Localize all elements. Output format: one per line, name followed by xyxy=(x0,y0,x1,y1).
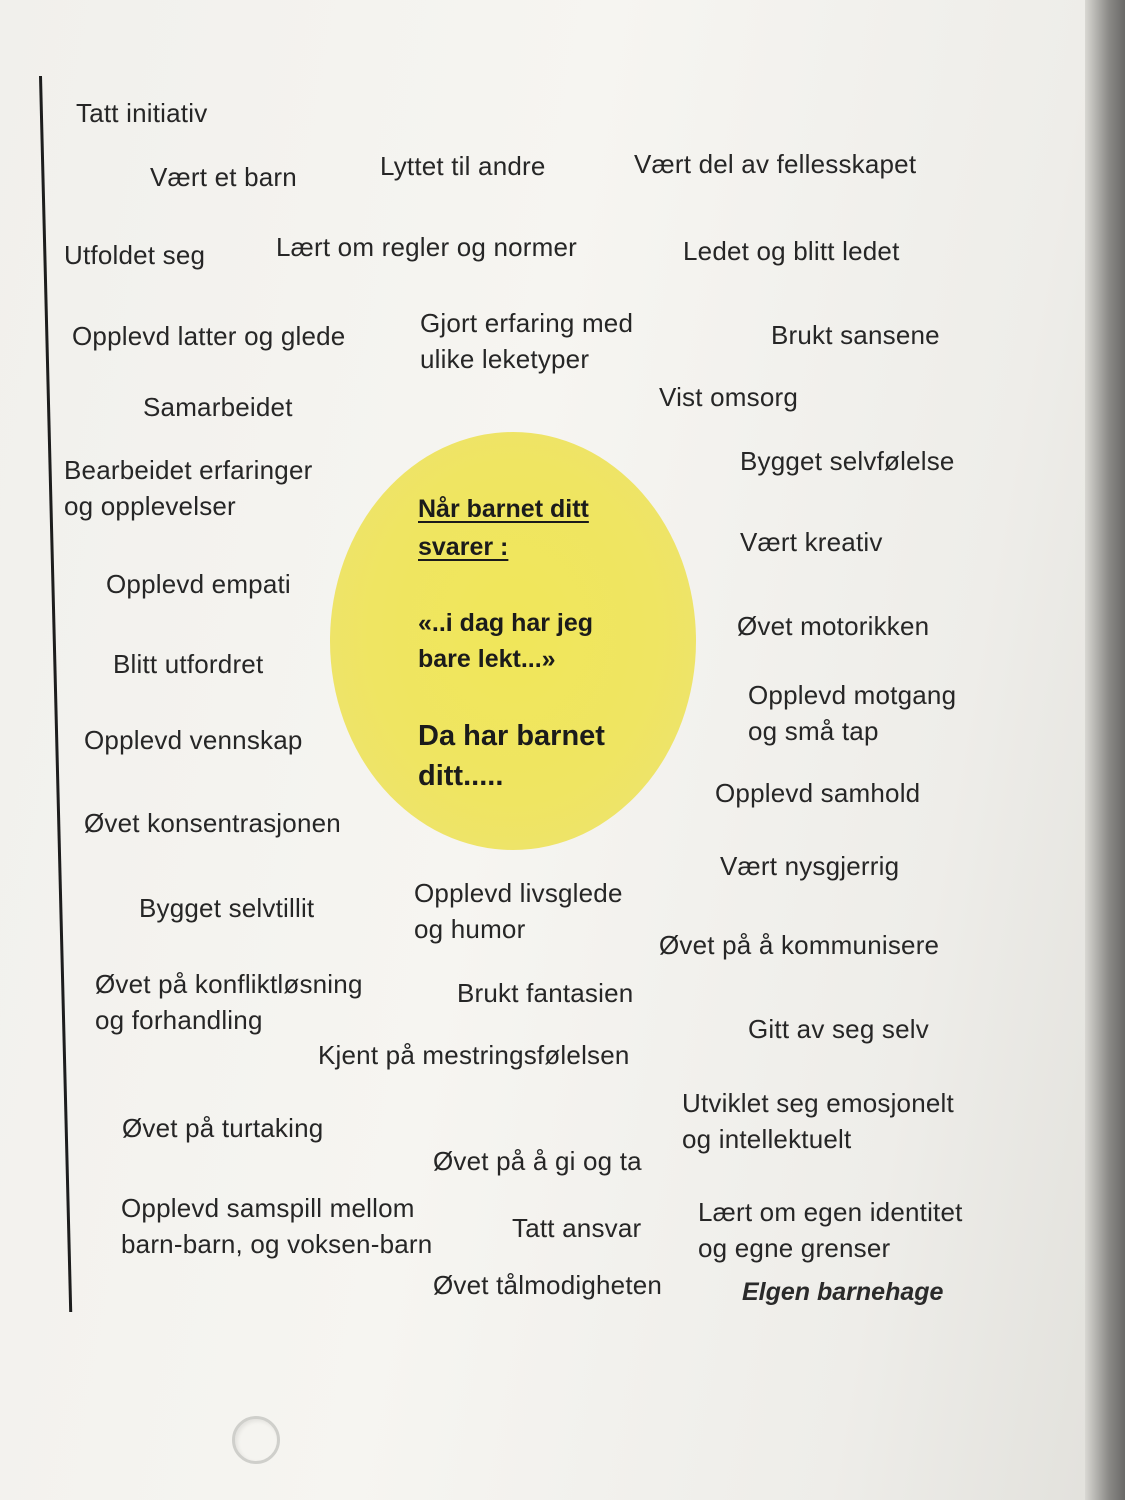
center-quote: «..i dag har jeg bare lekt...» xyxy=(418,609,594,673)
phrase-samarbeidet: Samarbeidet xyxy=(143,392,293,422)
phrase-utviklet-seg: Utviklet seg emosjonelt og intellektuelt xyxy=(682,1088,954,1154)
phrase-opplevd-samhold: Opplevd samhold xyxy=(715,778,921,808)
phrase-opplevd-livsglede: Opplevd livsglede og humor xyxy=(414,878,623,944)
phrase-vart-kreativ: Vært kreativ xyxy=(740,527,883,557)
phrase-kjent-pa-mestringsfolelsen: Kjent på mestringsfølelsen xyxy=(318,1040,630,1070)
center-answer: Da har barnet ditt..... xyxy=(418,720,605,792)
phrase-bygget-selvfolelse: Bygget selvfølelse xyxy=(740,446,955,476)
phrase-tatt-ansvar: Tatt ansvar xyxy=(512,1213,642,1243)
punch-hole xyxy=(232,1416,280,1464)
phrase-bearbeidet-erfaringer: Bearbeidet erfaringer og opplevelser xyxy=(64,455,313,521)
phrase-opplevd-latter: Opplevd latter og glede xyxy=(72,321,346,351)
phrase-vist-omsorg: Vist omsorg xyxy=(659,382,798,412)
phrase-vart-et-barn: Vært et barn xyxy=(150,162,297,192)
phrase-vart-nysgjerrig: Vært nysgjerrig xyxy=(720,851,900,881)
phrase-lyttet-til-andre: Lyttet til andre xyxy=(380,151,546,181)
phrase-opplevd-samspill: Opplevd samspill mellom barn-barn, og voksen-barn xyxy=(121,1193,433,1259)
phrase-opplevd-motgang: Opplevd motgang og små tap xyxy=(748,680,957,746)
phrase-brukt-fantasien: Brukt fantasien xyxy=(457,978,634,1008)
phrase-lart-om-regler: Lært om regler og normer xyxy=(276,232,578,262)
phrase-ovet-konfliktlosning: Øvet på konfliktløsning og forhandling xyxy=(95,969,363,1035)
phrase-ovet-pa-a-gi-og-ta: Øvet på å gi og ta xyxy=(433,1146,642,1176)
phrase-utfoldet-seg: Utfoldet seg xyxy=(64,240,206,270)
phrase-gitt-av-seg-selv: Gitt av seg selv xyxy=(748,1014,929,1044)
phrase-lart-om-egen-identitet: Lært om egen identitet og egne grenser xyxy=(698,1197,963,1263)
phrase-ovet-pa-turtaking: Øvet på turtaking xyxy=(122,1113,324,1143)
phrase-brukt-sansene: Brukt sansene xyxy=(771,320,940,350)
phrase-bygget-selvtillit: Bygget selvtillit xyxy=(139,893,315,923)
phrase-opplevd-vennskap: Opplevd vennskap xyxy=(84,725,303,755)
phrase-ledet-og-blitt-ledet: Ledet og blitt ledet xyxy=(683,236,900,266)
phrase-ovet-pa-a-kommunisere: Øvet på å kommunisere xyxy=(659,930,940,960)
phrase-vart-del-av-fellesskapet: Vært del av fellesskapet xyxy=(634,149,917,179)
phrase-blitt-utfordret: Blitt utfordret xyxy=(113,649,264,679)
phrase-ovet-talmodigheten: Øvet tålmodigheten xyxy=(433,1270,663,1300)
kindergarten-signature: Elgen barnehage xyxy=(742,1278,944,1306)
phrase-opplevd-empati: Opplevd empati xyxy=(106,569,291,599)
phrase-gjort-erfaring: Gjort erfaring med ulike leketyper xyxy=(420,308,634,374)
phrase-tatt-initiativ: Tatt initiativ xyxy=(76,98,208,128)
phrase-ovet-motorikken: Øvet motorikken xyxy=(737,611,930,641)
page-edge-shadow xyxy=(1085,0,1125,1500)
phrase-ovet-konsentrasjonen: Øvet konsentrasjonen xyxy=(84,808,341,838)
center-heading: Når barnet ditt svarer : xyxy=(418,495,589,561)
